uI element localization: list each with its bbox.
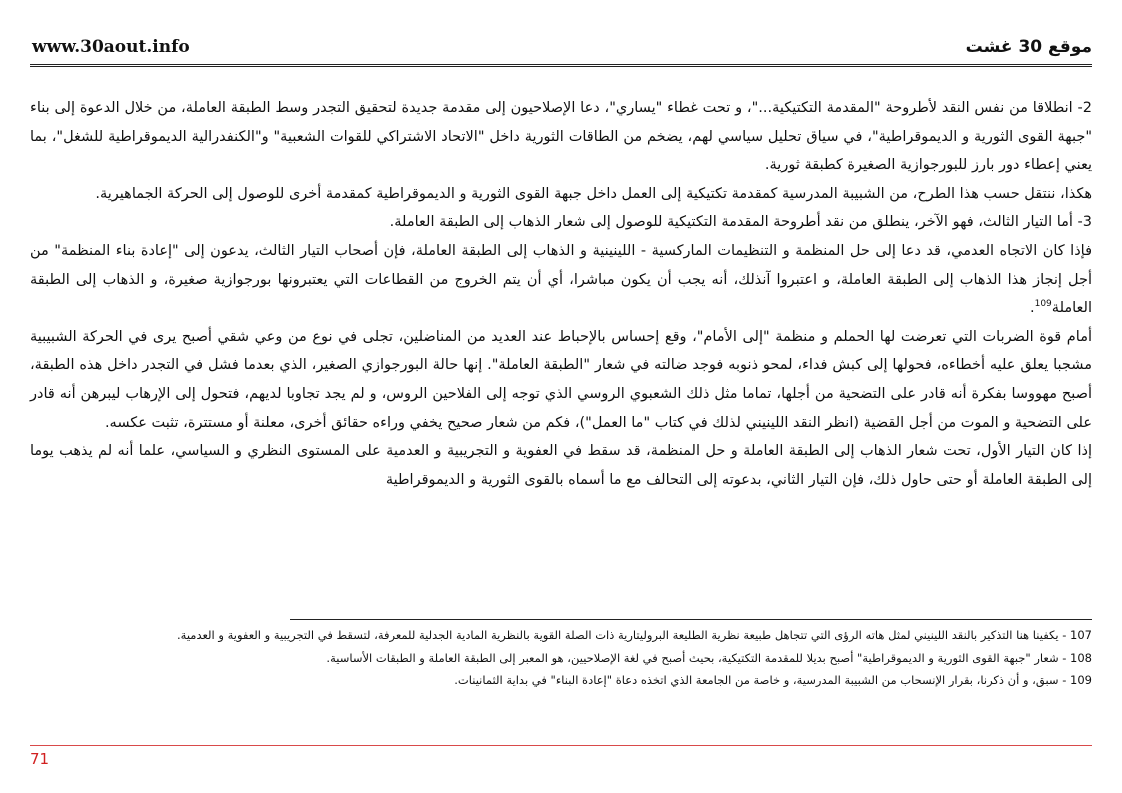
paragraph: إذا كان التيار الأول، تحت شعار الذهاب إلى الطبقة العاملة و حل المنظمة، قد سقط في العفوية و التجريبية و العدمية على المستوى النظري و السياسي، علما أنه لم يذهب يوما إلى الطبقة العاملة أو حتى حاول ذلك، فإن التيار الثاني، بدعوته إلى التحالف مع ما أسماه بالقوى الثورية و الديموقراطية xyxy=(30,443,1092,488)
paragraph: هكذا، ننتقل حسب هذا الطرح، من الشبيبة المدرسية كمقدمة تكتيكية إلى العمل داخل جبهة القوى الثورية و الديموقراطية كمقدمة أخرى للوصول إلى الحركة الجماهيرية. xyxy=(95,185,1092,202)
footnote: 107 - يكفينا هنا التذكير بالنقد اللينيني لمثل هاته الرؤى التي تتجاهل طبيعة نظرية الطليعة البروليتارية ذات الصلة القوية بالنظرية المادية الجدلية للمعرفة، لتسقط في التجريبية و العفوية و العدمية. xyxy=(177,628,1092,642)
footnote-divider xyxy=(290,619,1092,620)
paragraph: 2- انطلاقا من نفس النقد لأطروحة "المقدمة التكتيكية..."، و تحت غطاء "يساري"، دعا الإصلاحيون إلى مقدمة جديدة لتحقيق التجدر وسط الطبقة العاملة، من خلال الدعوة إلى بناء "جبهة القوى الثورية و الديموقراطية"، في سياق تحليل سياسي لهم، يضخم من الطاقات الثورية داخل "الاتحاد الاشتراكي للقوات الشعبية" و"الكنفدرالية الديموقراطية للشغل"، بما يعني إعطاء دور بارز للبورجوازية الصغيرة كطبقة ثورية. xyxy=(30,100,1092,174)
footnote: 109 - سبق، و أن ذكرنا، بقرار الإنسحاب من الشبيبة المدرسية، و خاصة من الجامعة الذي اتخذه دعاة "إعادة البناء" في بداية الثمانينات. xyxy=(454,673,1092,687)
footnote: 108 - شعار "جبهة القوى الثورية و الديموقراطية" أصبح بديلا للمقدمة التكتيكية، بحيث أصبح في لغة الإصلاحيين، هو المعبر إلى الطبقة العاملة و الطبقات الأساسية. xyxy=(326,650,1092,665)
paragraph: 3- أما التيار الثالث، فهو الآخر، ينطلق من نقد أطروحة المقدمة التكتيكية للوصول إلى شعار الذهاب إلى الطبقة العاملة. xyxy=(389,214,1092,231)
paragraph: أمام قوة الضربات التي تعرضت لها الحملم و منظمة "إلى الأمام"، وقع إحساس بالإحباط عند العديد من المناضلين، تجلى في نوع من وعي شقي أصبح يرى في الحركة الشبيبية مشجبا يعلق عليه أخطاءه، فحولها إلى كبش فداء، لمحو ذنوبه فوجد ضالته في شعار "الطبقة العاملة". إنها حالة البورجوازي الصغير، الذي بعدما فشل في التجدر داخل هذه الطبقة، أصبح مهووسا بفكرة أنه قادر على التضحية من أجلها، تماما مثل ذلك الشعبوي الروسي الذي توجه إلى الفلاحين الروس، و لم يجد تجاوبا لديهم، فتحول إلى الإرهاب ليبرهن أنه قادر على التضحية و الموت من أجل القضية (انظر النقد اللينيني لذلك في كتاب "ما العمل")، فكم من شعار صحيح يخفي وراءه حقائق أخرى، معلنة أو مستترة، تثبت عكسه. xyxy=(30,328,1092,431)
header-divider xyxy=(30,64,1092,67)
page-number: 71 xyxy=(30,750,50,768)
footnote-ref[interactable]: 109 xyxy=(1034,299,1052,310)
paragraph: فإذا كان الاتجاه العدمي، قد دعا إلى حل المنظمة و التنظيمات الماركسية - اللينينية و الذهاب إلى الطبقة العاملة، فإن أصحاب التيار الثالث، يدعون إلى "إعادة بناء المنظمة" من أجل إنجاز هذا الذهاب إلى الطبقة العاملة، و اعتبروا آنذلك، أنه يجب أن يكون مباشرا، أي أن يتم الخروج من القطاعات التي يعتبرونها بورجوازية صغيرة، و الذهاب إلى الطبقة العاملة$^{109}$. xyxy=(30,242,1092,317)
site-name: موقع 30 غشت xyxy=(965,37,1092,57)
main-text xyxy=(30,94,1092,494)
footnotes xyxy=(30,624,1092,692)
page-header xyxy=(0,0,1122,70)
footer-divider xyxy=(30,745,1092,746)
paragraph-text: فإذا كان الاتجاه العدمي، قد دعا إلى حل المنظمة و التنظيمات الماركسية - اللينينية و الذهاب إلى الطبقة العاملة، فإن أصحاب التيار الثالث، يدعون إلى "إعادة بناء المنظمة" من أجل إنجاز هذا الذهاب إلى الطبقة العاملة، و اعتبروا آنذلك، أنه يجب أن يكون مباشرا، أي أن يتم الخروج من القطاعات التي يعتبرونها بورجوازية صغيرة، و الذهاب إلى الطبقة العاملة xyxy=(30,242,1092,317)
site-url[interactable]: www.30aout.info xyxy=(32,37,190,57)
